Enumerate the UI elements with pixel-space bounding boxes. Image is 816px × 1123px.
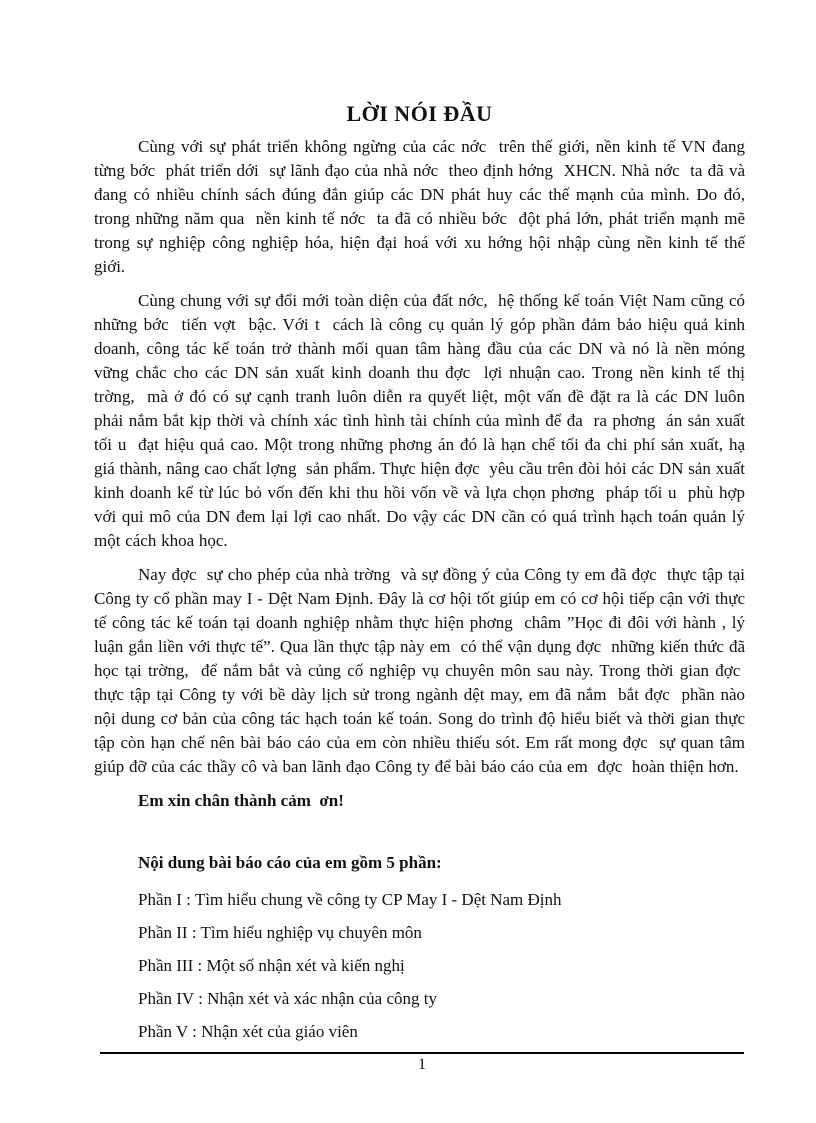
- paragraph-intro-economy: Cùng với sự phát triển không ngừng của các nớc trên thế giới, nền kinh tế VN đang từng bớc phát triển dới sự lãnh đạo của nhà nớc theo định hớng XHCN. Nhà nớc ta đã và đang có nhiều chính sách đúng đắn giúp các DN phát huy các thế mạnh của mình. Do đó, trong những năm qua nền kinh tế nớc ta đã có nhiều bớc đột phá lớn, phát triển mạnh mẽ trong sự nghiệp công nghiệp hóa, hiện đại hoá với xu hớng hội nhập cùng nền kinh tế thế giới.: [94, 137, 745, 276]
- outline-item-part-5: Phần V : Nhận xét của giáo viên: [138, 1022, 358, 1041]
- thanks-line: Em xin chân thành cảm ơn!: [138, 791, 344, 810]
- paragraph-internship: Nay đợc sự cho phép của nhà trờng và sự đồng ý của Công ty em đã đợc thực tập tại Công ty cổ phần may I - Dệt Nam Định. Đây là cơ hội tốt giúp em có cơ hội tiếp cận với thực tế công tác kế toán tại doanh nghiệp nhằm thực hiện phơng châm ”Học đi đôi với hành , lý luận gắn liền với thực tế”. Qua lần thực tập này em có thể vận dụng đợc những kiến thức đã học tại trờng, để nắm bắt và củng cố nghiệp vụ chuyên môn sau này. Trong thời gian đợc thực tập tại Công ty với bề dày lịch sử trong ngành dệt may, em đã nắm bắt đợc phần nào nội dung cơ bản của công tác hạch toán kế toán. Song do trình độ hiểu biết và thời gian thực tập còn hạn chế nên bài báo cáo của em còn nhiều thiếu sót. Em rất mong đợc sự quan tâm giúp đỡ của các thầy cô và ban lãnh đạo Công ty để bài báo cáo của em đợc hoàn thiện hơn.: [94, 565, 745, 776]
- document-title: LỜI NÓI ĐẦU: [346, 101, 493, 126]
- document-content: [94, 100, 745, 1053]
- page-number: 1: [418, 1056, 426, 1073]
- page-footer: [100, 1052, 744, 1075]
- paragraph-accounting-role: Cùng chung với sự đổi mới toàn diện của đất nớc, hệ thống kế toán Việt Nam cũng có những bớc tiến vợt bậc. Với t cách là công cụ quản lý góp phần đảm bảo hiệu quả kinh doanh, công tác kế toán trở thành mối quan tâm hàng đầu của các DN và nó là nền móng vững chắc cho các DN sản xuất kinh doanh thu đợc lợi nhuận cao. Trong nền kinh tế thị trờng, mà ở đó có sự cạnh tranh luôn diễn ra quyết liệt, một vấn đề đặt ra là các DN luôn phải nắm bắt kịp thời và chính xác tình hình tài chính của mình để đa ra phơng án sản xuất tối u đạt hiệu quả cao. Một trong những phơng án đó là hạn chế tối đa chi phí sản xuất, hạ giá thành, nâng cao chất lợng sản phẩm. Thực hiện đợc yêu cầu trên đòi hỏi các DN sản xuất kinh doanh kể từ lúc bỏ vốn đến khi thu hồi vốn về và lựa chọn phơng pháp tối u phù hợp với qui mô của DN đem lại lợi cao nhất. Do vậy các DN cần có quá trình hạch toán quản lý một cách khoa học.: [94, 291, 745, 550]
- outline-item-part-1: Phần I : Tìm hiểu chung về công ty CP May I - Dệt Nam Định: [138, 890, 562, 909]
- outline-item-part-4: Phần IV : Nhận xét và xác nhận của công ty: [138, 989, 437, 1008]
- outline-item-part-3: Phần III : Một số nhận xét và kiến nghị: [138, 956, 405, 975]
- outline-item-part-2: Phần II : Tìm hiểu nghiệp vụ chuyên môn: [138, 923, 422, 942]
- outline-heading: Nội dung bài báo cáo của em gồm 5 phần:: [138, 853, 442, 872]
